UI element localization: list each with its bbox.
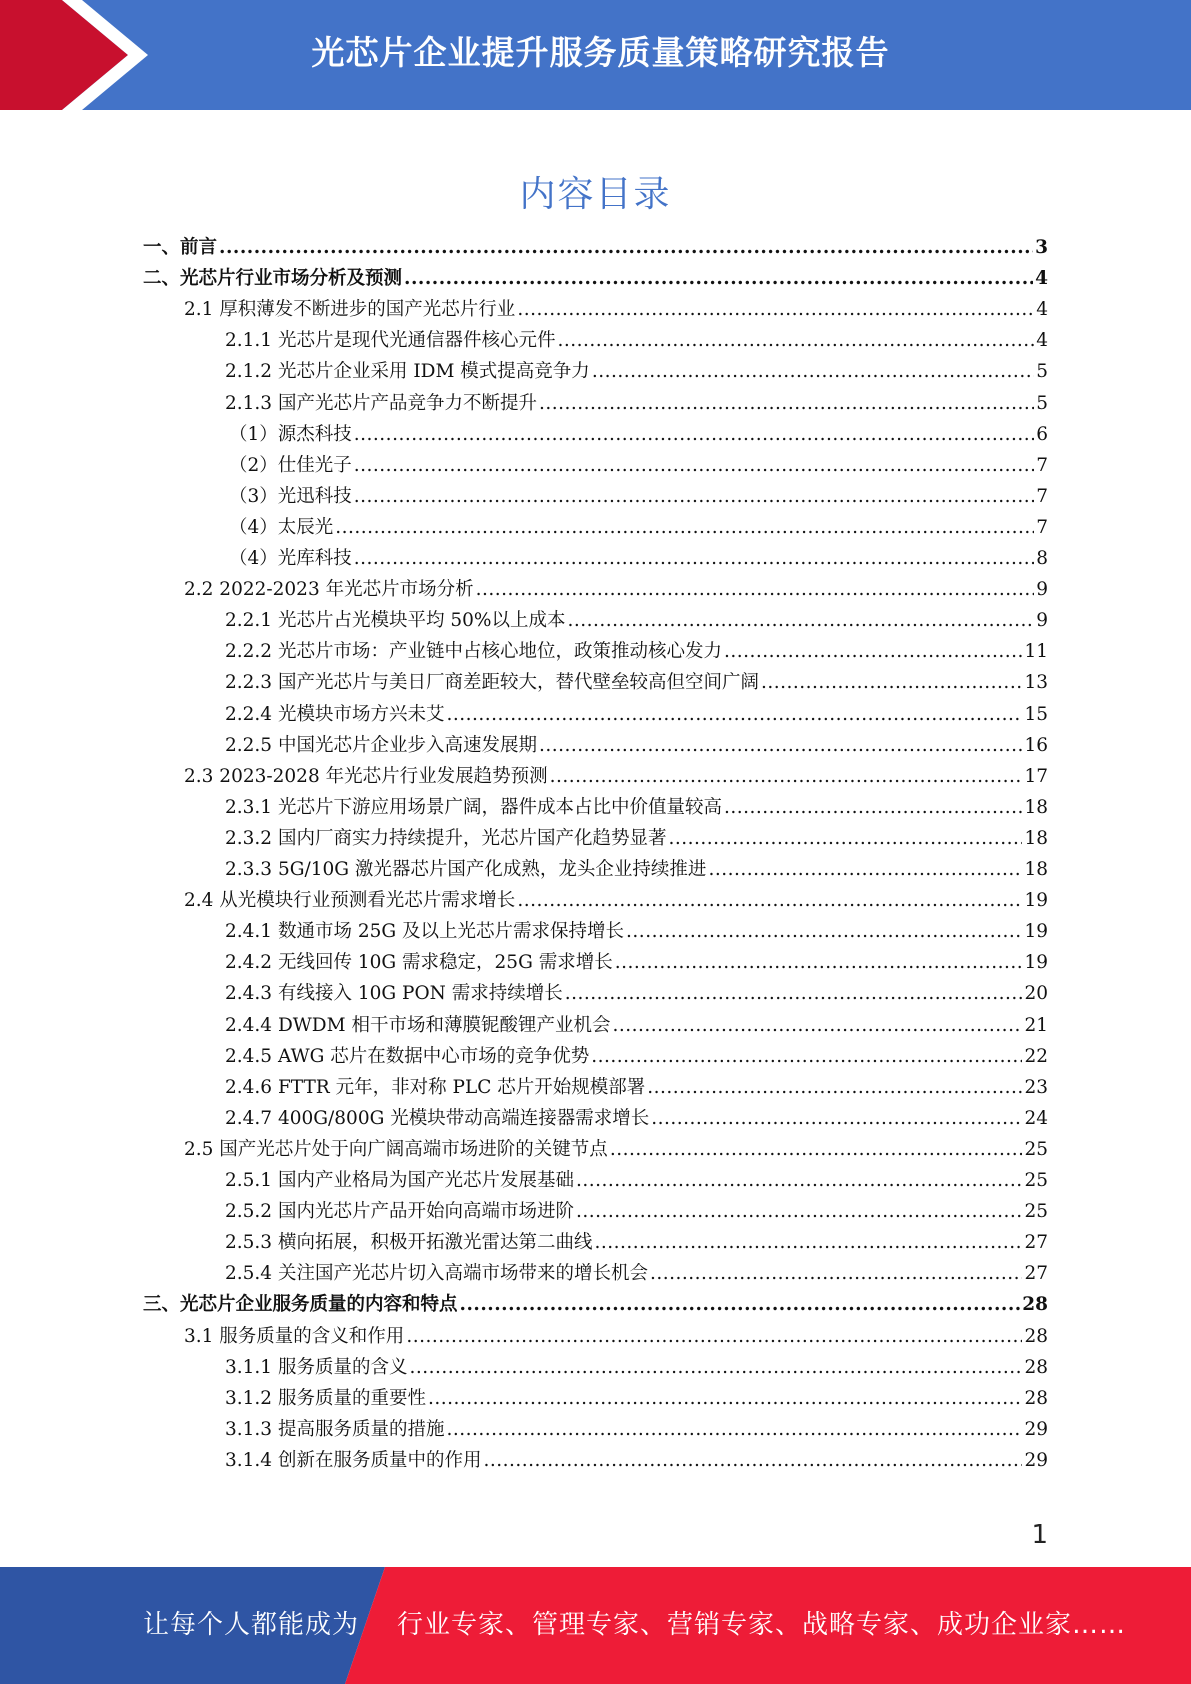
toc-entry-page: 16 [1024,734,1048,756]
toc-entry-page: 11 [1024,641,1048,663]
footer-slogan-right: 行业专家、管理专家、营销专家、战略专家、成功企业家…… [397,1610,1127,1640]
toc-dot-leader [708,858,1022,882]
toc-entry-page: 13 [1024,672,1048,694]
toc-entry-title: 2.2.3 国产光芯片与美日厂商差距较大，替代壁垒较高但空间广阔 [225,672,759,694]
toc-entry-page: 28 [1024,1356,1048,1378]
toc-entry-page: 7 [1036,485,1048,507]
toc-entry-page: 28 [1024,1387,1048,1409]
toc-dot-leader [539,734,1022,758]
toc-entry[interactable] [143,758,1048,789]
toc-entry-page: 25 [1024,1201,1048,1223]
toc-entry[interactable] [143,353,1048,384]
toc-dot-leader [650,1262,1022,1286]
toc-entry-page: 25 [1024,1138,1048,1160]
footer-slogan-left: 让每个人都能成为 [143,1610,360,1640]
toc-entry-title: 2.4.2 无线回传 10G 需求稳定，25G 需求增长 [225,952,613,974]
toc-entry[interactable] [143,633,1048,664]
toc-entry-page: 22 [1024,1045,1048,1067]
toc-entry-page: 24 [1024,1107,1048,1129]
toc-entry[interactable] [143,1069,1048,1100]
toc-entry[interactable] [143,1193,1048,1224]
toc-entry-title: 2.2.5 中国光芯片企业步入高速发展期 [225,734,537,756]
toc-dot-leader [354,547,1034,571]
toc-entry-title: 2.4.4 DWDM 相干市场和薄膜铌酸锂产业机会 [225,1014,611,1036]
toc-entry[interactable] [143,1038,1048,1069]
toc-entry-page: 5 [1036,361,1048,383]
toc-dot-leader [576,1200,1022,1224]
toc-dot-leader [539,392,1034,416]
toc-entry[interactable] [143,1131,1048,1162]
toc-dot-leader [668,827,1022,851]
toc-entry-title: 2.4.6 FTTR 元年，非对称 PLC 芯片开始规模部署 [225,1076,646,1098]
toc-entry[interactable] [143,509,1048,540]
toc-entry[interactable] [143,944,1048,975]
toc-dot-leader [483,1449,1022,1473]
toc-entry[interactable] [143,1255,1048,1286]
toc-entry-title: 2.2 2022-2023 年光芯片市场分析 [184,579,474,601]
toc-entry-page: 25 [1024,1170,1048,1191]
toc-entry[interactable] [143,322,1048,353]
toc-dot-leader [409,1356,1022,1380]
toc-dot-leader [428,1387,1022,1411]
toc-entry-page: 28 [1024,1325,1048,1347]
toc-dot-leader [761,671,1022,695]
toc-entry-page: 27 [1024,1263,1048,1285]
toc-entry-title: （1）源杰科技 [229,423,352,445]
toc-entry-title: 2.1.2 光芯片企业采用 IDM 模式提高竞争力 [225,361,590,383]
toc-entry[interactable] [143,260,1048,291]
toc-entry-title: 2.4.5 AWG 芯片在数据中心市场的竞争优势 [225,1045,590,1067]
toc-entry-title: 2.1 厚积薄发不断进步的国产光芯片行业 [184,299,516,321]
toc-entry-page: 5 [1036,392,1048,414]
toc-entry-page: 21 [1024,1014,1048,1036]
toc-entry-title: 2.1.1 光芯片是现代光通信器件核心元件 [225,330,556,352]
toc-entry-title: 2.3.3 5G/10G 激光器芯片国产化成熟，龙头企业持续推进 [225,859,707,880]
toc-dot-leader [517,298,1034,322]
toc-entry[interactable] [143,851,1048,882]
toc-entry-title: （4）光库科技 [229,548,352,569]
toc-dot-leader [406,1325,1022,1349]
toc-entry-title: 3.1.3 提高服务质量的措施 [225,1418,445,1440]
toc-dot-leader [610,1138,1023,1162]
toc-entry-title: 2.2.2 光芯片市场：产业链中占核心地位，政策推动核心发力 [225,641,722,663]
toc-dot-leader [476,578,1035,602]
toc-entry[interactable] [143,571,1048,602]
toc-dot-leader [651,1107,1022,1131]
toc-dot-leader [557,329,1034,353]
toc-entry-page: 28 [1022,1294,1048,1316]
toc-dot-leader [550,765,1023,789]
toc-entry-page: 4 [1036,299,1048,321]
toc-dot-leader [460,1293,1021,1317]
toc-dot-leader [612,1014,1022,1038]
toc-entry-page: 9 [1036,610,1048,632]
toc-dot-leader [615,951,1023,975]
toc-entry-title: 一、前言 [143,237,218,258]
toc-entry[interactable] [143,664,1048,695]
toc-dot-leader [724,796,1022,820]
toc-dot-leader [354,485,1034,509]
toc-entry[interactable] [143,1286,1048,1317]
toc-entry-page: 19 [1024,890,1048,912]
toc-entry-page: 9 [1036,579,1048,601]
toc-dot-leader [404,267,1033,291]
toc-entry-page: 4 [1035,268,1048,290]
toc-dot-leader [647,1076,1022,1100]
toc-entry-title: （3）光迅科技 [229,485,352,507]
toc-entry-title: 二、光芯片行业市场分析及预测 [143,268,403,290]
toc-entry[interactable] [143,1318,1048,1349]
toc-entry-page: 6 [1036,423,1048,445]
toc-dot-leader [335,516,1034,540]
toc-entry-page: 23 [1024,1076,1048,1098]
toc-dot-leader [517,889,1022,913]
toc-entry-title: 3.1.2 服务质量的重要性 [225,1387,426,1409]
footer-band [0,1567,1191,1684]
page-number: 1 [1031,1520,1048,1550]
toc-entry-page: 19 [1024,952,1048,974]
toc-entry-page: 18 [1024,859,1048,880]
toc-entry-page: 7 [1036,454,1048,476]
toc-entry[interactable] [143,1349,1048,1380]
toc-dot-leader [354,423,1034,447]
toc-entry-title: 2.2.4 光模块市场方兴未艾 [225,703,445,725]
toc-entry[interactable] [143,820,1048,851]
toc-entry-page: 19 [1024,921,1048,943]
toc-entry-page: 29 [1024,1418,1048,1440]
toc-dot-leader [565,982,1023,1006]
toc-entry[interactable] [143,882,1048,913]
toc-entry-title: 2.5 国产光芯片处于向广阔高端市场进阶的关键节点 [184,1138,608,1160]
toc-entry-title: 2.5.3 横向拓展，积极开拓激光雷达第二曲线 [225,1232,593,1254]
toc-dot-leader [354,454,1034,478]
toc-entry[interactable] [143,416,1048,447]
toc-entry-page: 7 [1036,516,1048,538]
toc-entry-page: 20 [1024,983,1048,1005]
toc-entry-title: 2.4 从光模块行业预测看光芯片需求增长 [184,890,516,912]
toc-entry-title: 2.5.2 国内光芯片产品开始向高端市场进阶 [225,1201,574,1223]
toc-entry-title: 三、光芯片企业服务质量的内容和特点 [143,1294,458,1316]
toc-entry-page: 4 [1036,330,1048,352]
toc-entry[interactable] [143,727,1048,758]
toc-entry[interactable] [143,1442,1048,1473]
toc-entry[interactable] [143,1100,1048,1131]
toc-entry-title: 2.1.3 国产光芯片产品竞争力不断提升 [225,392,537,414]
toc-entry[interactable] [143,385,1048,416]
toc-entry[interactable] [143,696,1048,727]
toc-entry[interactable] [143,602,1048,633]
toc-dot-leader [591,1045,1022,1069]
toc-entry-title: 3.1.1 服务质量的含义 [225,1356,408,1378]
report-title: 光芯片企业提升服务质量策略研究报告 [311,33,890,72]
toc-entry[interactable] [143,1380,1048,1411]
toc-entry[interactable] [143,913,1048,944]
toc-entry-title: 2.5.1 国内产业格局为国产光芯片发展基础 [225,1170,574,1191]
toc-entry-page: 29 [1024,1449,1048,1471]
toc-entry-title: 3.1 服务质量的含义和作用 [184,1325,405,1347]
toc-entry-page: 27 [1024,1232,1048,1254]
toc-entry-page: 8 [1036,548,1048,569]
toc-entry-title: 2.4.1 数通市场 25G 及以上光芯片需求保持增长 [225,921,625,943]
toc-entry-page: 15 [1024,703,1048,725]
toc-entry-title: 2.3.2 国内厂商实力持续提升，光芯片国产化趋势显著 [225,827,667,849]
toc-entry-title: （4）太辰光 [229,516,334,538]
toc-entry-page: 18 [1024,796,1048,818]
toc-dot-leader [594,1231,1022,1255]
toc-entry[interactable] [143,478,1048,509]
toc-entry-page: 3 [1035,237,1048,258]
toc-entry-title: 2.5.4 关注国产光芯片切入高端市场带来的增长机会 [225,1263,648,1285]
toc-entry[interactable] [143,1007,1048,1038]
toc-dot-leader [567,609,1034,633]
toc-entry-title: 2.2.1 光芯片占光模块平均 50%以上成本 [225,610,566,632]
toc-entry[interactable] [143,1411,1048,1442]
toc-entry[interactable] [143,291,1048,322]
toc-entry-title: 2.4.3 有线接入 10G PON 需求持续增长 [225,983,563,1005]
toc-entry-title: 3.1.4 创新在服务质量中的作用 [225,1449,482,1471]
toc-entry[interactable] [143,1162,1048,1193]
toc-entry-title: （2）仕佳光子 [229,454,352,476]
toc-entry-title: 2.3 2023-2028 年光芯片行业发展趋势预测 [184,765,548,787]
toc-entry-title: 2.4.7 400G/800G 光模块带动高端连接器需求增长 [225,1107,650,1129]
toc-dot-leader [446,1418,1022,1442]
toc-entry-page: 18 [1024,827,1048,849]
toc-entry-title: 2.3.1 光芯片下游应用场景广阔，器件成本占比中价值量较高 [225,796,722,818]
toc-dot-leader [446,703,1022,727]
chevron-arrow-icon [0,0,160,110]
toc-dot-leader [626,920,1022,944]
toc-dot-leader [219,236,1033,260]
toc-entry[interactable] [143,447,1048,478]
toc-dot-leader [576,1169,1022,1193]
toc-entry[interactable] [143,975,1048,1006]
report-header [0,0,1191,110]
toc-dot-leader [724,640,1022,664]
toc-entry[interactable] [143,1224,1048,1255]
toc-dot-leader [592,360,1034,384]
toc-entry[interactable] [143,540,1048,571]
toc-entry-page: 17 [1024,765,1048,787]
toc-heading: 内容目录 [519,174,672,215]
toc-entry[interactable] [143,789,1048,820]
toc-entry[interactable] [143,229,1048,260]
